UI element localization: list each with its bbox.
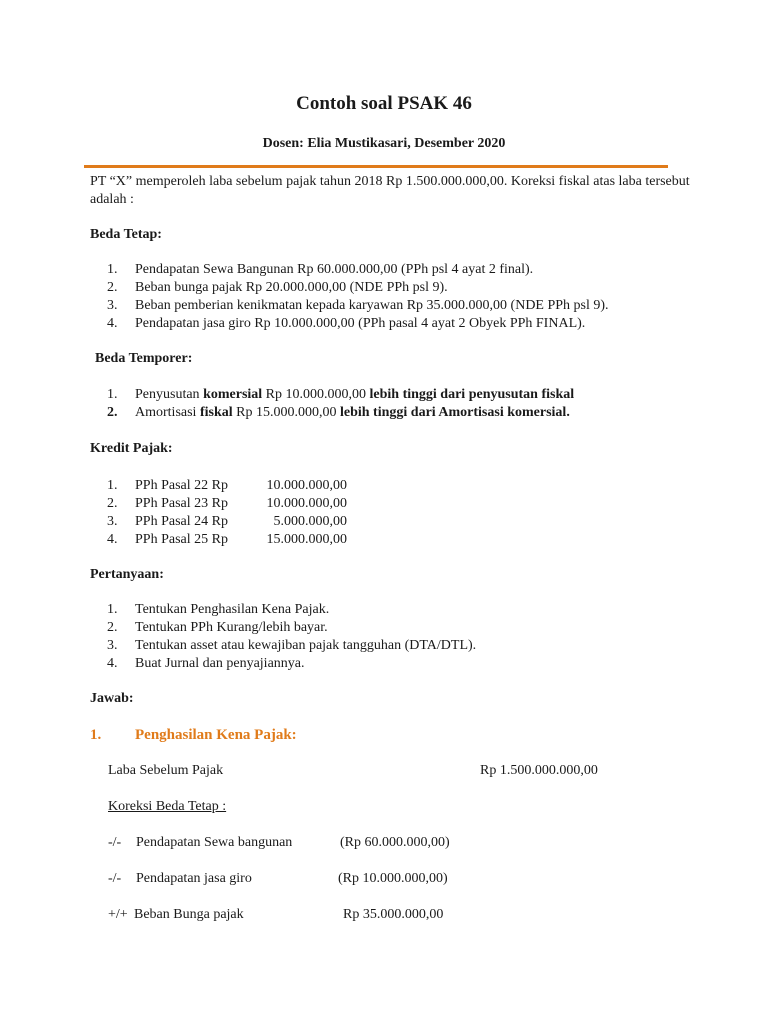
row-amount: Rp 35.000.000,00	[343, 907, 444, 922]
row-label: Pendapatan Sewa bangunan	[136, 835, 293, 850]
intro-paragraph: PT “X” memperoleh laba sebelum pajak tahun 2018 Rp 1.500.000.000,00. Koreksi fiskal atas laba tersebut adalah :	[90, 174, 690, 207]
kredit-pajak-list	[107, 477, 347, 549]
laba-value: Rp 1.500.000.000,00	[480, 763, 598, 778]
jawab-heading: Jawab:	[90, 691, 134, 706]
list-item: 2. Beban bunga pajak Rp 20.000.000,00 (NDE PPh psl 9).	[107, 280, 448, 295]
row-amount: (Rp 60.000.000,00)	[340, 835, 450, 850]
beda-temporer-list	[107, 386, 574, 422]
row-sign: -/-	[108, 835, 122, 850]
row-sign: -/-	[108, 871, 122, 886]
list-item: 1. Pendapatan Sewa Bangunan Rp 60.000.000,00 (PPh psl 4 ayat 2 final).	[107, 262, 534, 277]
row-sign: +/+	[108, 907, 128, 922]
kredit-pajak-heading: Kredit Pajak:	[90, 441, 173, 456]
list-item: 2. Amortisasi fiskal Rp 15.000.000,00 lebih tinggi dari Amortisasi komersial.	[107, 405, 570, 420]
list-item: 4. Buat Jurnal dan penyajiannya.	[107, 656, 305, 671]
list-item: 2. PPh Pasal 23 Rp 10.000.000,00	[107, 496, 347, 511]
beda-tetap-heading: Beda Tetap:	[90, 227, 162, 242]
document-title: Contoh soal PSAK 46	[296, 93, 472, 114]
beda-tetap-list	[107, 261, 609, 333]
laba-label: Laba Sebelum Pajak	[108, 763, 224, 778]
orange-divider	[84, 165, 668, 168]
koreksi-beda-tetap-label: Koreksi Beda Tetap :	[108, 799, 227, 814]
list-item: 3. Tentukan asset atau kewajiban pajak tangguhan (DTA/DTL).	[107, 638, 477, 653]
list-item: 3. Beban pemberian kenikmatan kepada karyawan Rp 35.000.000,00 (NDE PPh psl 9).	[107, 298, 609, 313]
beda-temporer-heading: Beda Temporer:	[95, 351, 193, 366]
list-item: 4. PPh Pasal 25 Rp 15.000.000,00	[107, 532, 347, 547]
list-item: 4. Pendapatan jasa giro Rp 10.000.000,00 (PPh pasal 4 ayat 2 Obyek PPh FINAL).	[107, 316, 586, 331]
row-label: Beban Bunga pajak	[134, 907, 244, 922]
list-item: 3. PPh Pasal 24 Rp 5.000.000,00	[107, 514, 347, 529]
list-item: 2. Tentukan PPh Kurang/lebih bayar.	[107, 620, 328, 635]
row-label: Pendapatan jasa giro	[136, 871, 252, 886]
section-title: Penghasilan Kena Pajak:	[135, 727, 297, 743]
row-amount: (Rp 10.000.000,00)	[338, 871, 448, 886]
pertanyaan-heading: Pertanyaan:	[90, 567, 164, 582]
list-item: 1. Tentukan Penghasilan Kena Pajak.	[107, 602, 330, 617]
section-number: 1.	[90, 727, 102, 743]
list-item: 1. Penyusutan komersial Rp 10.000.000,00 lebih tinggi dari penyusutan fiskal	[107, 387, 575, 402]
document-subtitle: Dosen: Elia Mustikasari, Desember 2020	[262, 136, 506, 151]
list-item: 1. PPh Pasal 22 Rp 10.000.000,00	[107, 478, 347, 493]
pertanyaan-list	[107, 601, 476, 673]
